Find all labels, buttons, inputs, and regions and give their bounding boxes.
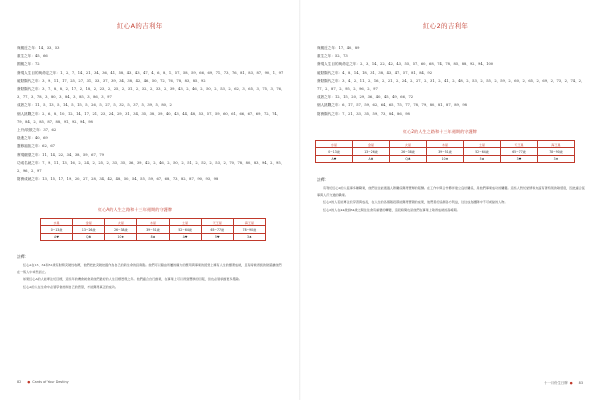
table-cell: 土星: [169, 219, 201, 226]
note-paragraph: 紅心2的人若能專注於學習與成長，在人生的各個階段都能獲得豐碩的成果，他們善於協調各方利益，往往成為團隊中不可或缺的人物。: [323, 200, 508, 205]
lucky-years-list: [317, 44, 585, 118]
table-cell: 52~64歲: [169, 226, 201, 234]
table-cell: 天王星: [501, 141, 538, 148]
list-item: 財務隔代之年：7、21、33、35、59、73、84、86、98: [317, 111, 410, 116]
bullet-icon: ●: [569, 381, 573, 385]
list-item: 實現願望之年：11、14、22、34、38、59、67、79: [17, 152, 104, 157]
table-cell: Q♣: [73, 233, 105, 241]
list-item: 個人挑戰之年：6、17、57、59、62、64、65、75、77、78、79、80、81、87、89、98: [317, 103, 467, 108]
table-cell: 10♦: [427, 155, 464, 163]
note-label: 註釋：: [17, 254, 29, 259]
guardian-cards-table: [40, 218, 266, 241]
page-number: 82: [17, 380, 22, 384]
page-title: 紅心2的吉利年: [423, 22, 469, 30]
page-footer: [17, 380, 69, 384]
table-title: 紅心A的人生之路和十三年週期的守護牌: [98, 207, 173, 212]
table-cell: 火星: [390, 141, 427, 148]
list-item: 發現人生目的與命定之年：1、2、7、14、21、34、36、41、58、43、43、47、4、6、8、1、57、58、59、66、69、71、73、76、81、83、87、90、1、97: [17, 70, 284, 75]
list-item: 破財隔代之年：3、9、11、17、25、27、31、33、37、39、34、38、42、46、50、72、76、78、83、85、92: [17, 78, 206, 83]
page-number: 83: [578, 381, 583, 385]
table-cell: 39~51歲: [427, 148, 464, 156]
table-cell: 26~38歲: [105, 226, 137, 234]
list-item: 發財隔代之年：3、7、8、8、2、17、2、18、2、23、2、25、2、31、2、32、2、33、2、39、43、2、46、2、50、2、53、2、62、3、65、3、75、3、76、3、77、3、78、3、80、3、84、3、85、3、86、3、97: [17, 87, 285, 100]
book-title: 十一月份生日牌: [543, 381, 568, 385]
note-body: [17, 262, 283, 291]
list-item: 破財隔代之年：4、8、14、18、31、38、43、47、57、81、84、92: [317, 70, 432, 75]
table-cell: 0~13歲: [316, 148, 353, 156]
guardian-cards-table: [315, 140, 575, 163]
list-item: 陰進之年：40、69: [17, 136, 48, 141]
table-cell: 木星: [137, 219, 169, 226]
right-page: [300, 0, 600, 400]
table-cell: 65~77歲: [501, 148, 538, 156]
table-cell: 8♠: [137, 233, 169, 241]
table-cell: 3♥: [501, 155, 538, 163]
list-item: 功成名就之年：7、9、11、13、16、2、24、2、25、2、33、35、36、39、42、2、46、2、50、2、51、2、52、2、53、2、70、78、80、83、94、2、95、2、96、2、97: [17, 160, 285, 174]
table-cell: 5♠: [464, 155, 501, 163]
table-cell: 土星: [464, 141, 501, 148]
note-paragraph: 如果紅心A的人能專注於目標，這些年的機會就會是他們最好的人生目標實現之年。他們適合自行創業，在事業上可以得到豐厚的回報，但也必須承擔更多風險。: [23, 277, 242, 282]
table-cell: A♥: [316, 155, 353, 163]
note-label: 註釋：: [317, 177, 329, 182]
list-item: 國親之年：72: [17, 62, 40, 67]
table-cell: 水星: [316, 141, 353, 148]
table-title: 紅心2的人生之路和十三年週期的守護牌: [403, 129, 477, 134]
table-cell: 金星: [73, 219, 105, 226]
lucky-years-list: [17, 44, 285, 183]
note-paragraph: 紅心2的人在44歲到64歲之間往往會有重要的轉變，這段時間也是他們在事業上取得成就的高峰期。: [323, 207, 460, 212]
note-paragraph: 有利於紅心2的人從事多種職業，他們往往能通過人際關係獲得豐厚的報酬。在工作中與合作夥伴建立良好關係，是他們事業成功的關鍵。這些人對於愛情和友誼有著特別的敏感度，因此適合從事與人打交道的職業。: [317, 186, 585, 198]
table-cell: 13~26歲: [353, 148, 390, 156]
page-title: 紅心A的吉利年: [117, 22, 163, 30]
list-item: 靈修福拓之年：62、67: [17, 144, 55, 149]
note-paragraph: 紅心A在13、34和51歲有財務突破性收穫，他們把此突破挖掘作為自己的新生命的投資點。他們可以藉由所屬的權力的應用與事業的經營上擁有人生的顯著成就，且有時候得到的財富讓他們在一般人中卓然而立。: [17, 263, 282, 275]
table-cell: 木星: [427, 141, 464, 148]
table-cell: 78~90歲: [233, 226, 265, 234]
table-cell: 水星: [41, 219, 73, 226]
table-cell: 39~51歲: [137, 226, 169, 234]
table-cell: 78~90歲: [538, 148, 575, 156]
table-cell: 13~26歲: [73, 226, 105, 234]
table-cell: 天王星: [201, 219, 233, 226]
list-item: 個人挑戰之年：2、6、8、10、12、14、17、21、23、24、29、31、34、35、38、39、40、43、44、48、53、57、59、60、61、66、67、69、72、74、79、84、2、85、87、88、91、92、94、98: [17, 111, 281, 124]
list-item: 重生之年：52、73: [317, 54, 348, 59]
list-item: 發財隔代之年：3、4、2、11、2、16、2、21、2、24、2、27、2、31、2、41、2、48、2、53、2、55、2、59、2、60、2、65、2、69、2、73、2、74、2、77、2、87、2、95、2、96、2、97: [317, 78, 585, 92]
table-cell: A♥: [41, 233, 73, 241]
note-body: [317, 185, 585, 214]
list-item: 財務成就之年：13、15、17、19、20、27、28、34、42、48、50、54、55、59、67、68、73、82、87、90、93、98: [17, 177, 219, 182]
table-cell: 52~64歲: [464, 148, 501, 156]
list-item: 發現人生目的與命定之年：2、3、14、22、42、43、55、57、60、68、74、78、85、88、92、94、100: [317, 62, 494, 67]
table-cell: 海王星: [538, 141, 575, 148]
list-item: 重生之年：45、66: [17, 54, 48, 59]
table-cell: Q♣: [390, 155, 427, 163]
table-cell: 10♦: [105, 233, 137, 241]
table-cell: 26~38歲: [390, 148, 427, 156]
table-cell: 5♥: [201, 233, 233, 241]
list-item: 與親近之年：14、33、53: [17, 46, 60, 50]
list-item: 上升/收斂之年：37、62: [17, 128, 57, 133]
table-cell: 金星: [353, 141, 390, 148]
list-item: 成熟之年：12、15、20、29、36、40、45、49、66、72: [317, 95, 414, 100]
table-cell: 海王星: [233, 219, 265, 226]
table-cell: 0~13歲: [41, 226, 73, 234]
table-cell: A♣: [353, 155, 390, 163]
note-paragraph: 紅心A的人在生命中必須學會控制自己的慾望，才能獲得真正的成功。: [23, 284, 119, 289]
table-cell: 3♠: [233, 233, 265, 241]
table-cell: 3♦: [538, 155, 575, 163]
book-title: Cards of Your Destiny: [32, 380, 69, 384]
list-item: 與親近之年：17、40、89: [317, 46, 360, 50]
table-cell: A♥: [169, 233, 201, 241]
table-cell: 65~77歲: [201, 226, 233, 234]
list-item: 成熟之年：11、5、13、5、14、5、15、5、26、5、27、5、32、5、37、5、39、5、80、2: [17, 103, 172, 108]
bullet-icon: ●: [27, 380, 31, 384]
page-footer: [544, 380, 583, 385]
table-cell: 火星: [105, 219, 137, 226]
